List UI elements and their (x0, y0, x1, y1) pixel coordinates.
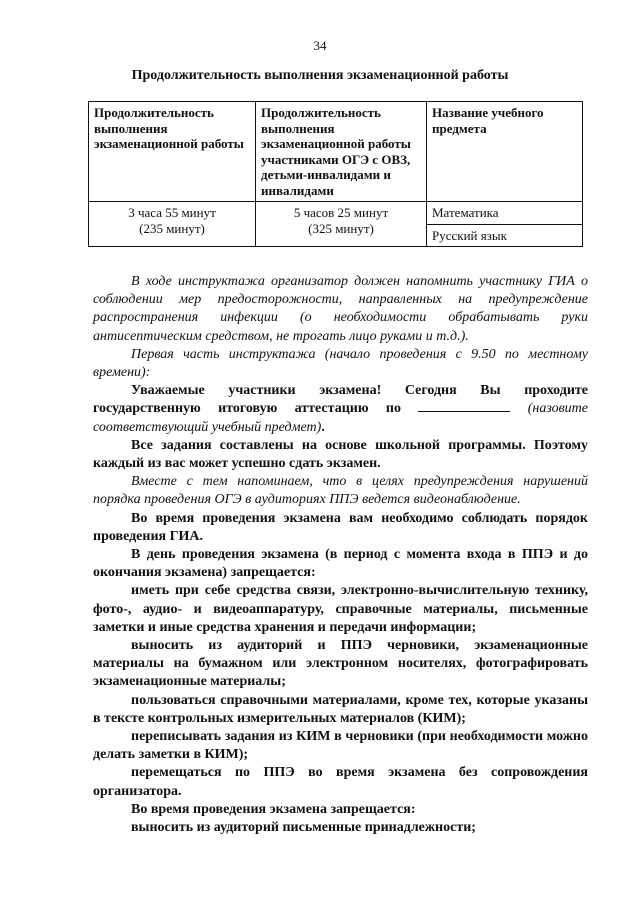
rule-stationery: выносить из аудиторий письменные принадлежности; (131, 820, 476, 836)
cell-duration-standard (89, 202, 256, 247)
paragraph-video: Вместе с тем напоминаем, что в целях предупреждения нарушений порядка проведения ОГЭ в аудиториях ППЭ ведется видеонаблюдение. (93, 474, 588, 508)
paragraph-prohibited-day: В день проведения экзамена (в период с момента входа в ППЭ и до окончания экзамена) запрещается: (93, 547, 588, 581)
header-subject: Название учебного предмета (427, 102, 583, 202)
paragraph-tasks: Все задания составлены на основе школьной программы. Поэтому каждый из вас может успешно сдать экзамен. (93, 437, 588, 472)
paragraph-precautions: В ходе инструктажа организатор должен напомнить участнику ГИА о соблюдении мер предосторожности, направленных на предупреждение распространения инфекции (о необходимости обрабатывать руки антисептическим средством, не трогать лицо руками и т.д.). (93, 274, 588, 344)
rule-reference: пользоваться справочными материалами, кроме тех, которые указаны в тексте контрольных измерительных материалов (КИМ); (93, 692, 588, 726)
table-header-row (89, 102, 583, 202)
cell-duration-extended (256, 202, 427, 247)
cell-subject-russian: Русский язык (427, 224, 583, 247)
subject-blank (418, 401, 510, 412)
duration-standard: 3 часа 55 минут (128, 205, 216, 220)
rule-copying: переписывать задания из КИМ в черновики (при необходимости можно делать заметки в КИМ); (93, 729, 588, 763)
rule-materials: выносить из аудиторий и ППЭ черновики, экзаменационные материалы на бумажном или электронном носителях, фотографировать экзаменационные материалы; (93, 638, 588, 690)
greeting-hint: (назовите соответствующий учебный предмет) (93, 401, 589, 435)
rule-communication: иметь при себе средства связи, электронно-вычислительную технику, фото-, аудио- и видеоаппаратуру, справочные материалы, письменные заметки и иные средства хранения и передачи информации; (93, 583, 588, 635)
paragraph-order: Во время проведения экзамена вам необходимо соблюдать порядок проведения ГИА. (93, 510, 588, 544)
paragraph-first-part: Первая часть инструктажа (начало проведения с 9.50 по местному времени): (93, 346, 588, 381)
header-duration: Продолжительность выполнения экзаменационной работы (89, 102, 256, 202)
instruction-text (93, 273, 588, 837)
header-duration-ovz: Продолжительность выполнения экзаменационной работы участниками ОГЭ с ОВЗ, детьми-инвалидами и инвалидами (256, 102, 427, 202)
page-title: Продолжительность выполнения экзаменационной работы (131, 68, 509, 83)
paragraph-prohibited-exam: Во время проведения экзамена запрещается: (131, 801, 416, 817)
duration-extended: 5 часов 25 минут (293, 205, 389, 220)
paragraph-greeting: Уважаемые участники экзамена! Сегодня Вы проходите государственную итоговую аттестацию по (назовите соответствующий учебный предмет). (93, 383, 589, 435)
greeting-text: Уважаемые участники экзамена! Сегодня Вы проходите государственную итоговую аттестацию по (93, 383, 588, 417)
rule-moving: перемещаться по ППЭ во время экзамена без сопровождения организатора. (93, 765, 588, 799)
duration-standard-minutes: (235 минут) (139, 220, 205, 236)
duration-extended-minutes: (325 минут) (308, 220, 374, 236)
table-row (89, 202, 583, 225)
cell-subject-math: Математика (427, 202, 583, 225)
exam-duration-table (88, 101, 583, 247)
page-number: 34 (313, 38, 327, 53)
